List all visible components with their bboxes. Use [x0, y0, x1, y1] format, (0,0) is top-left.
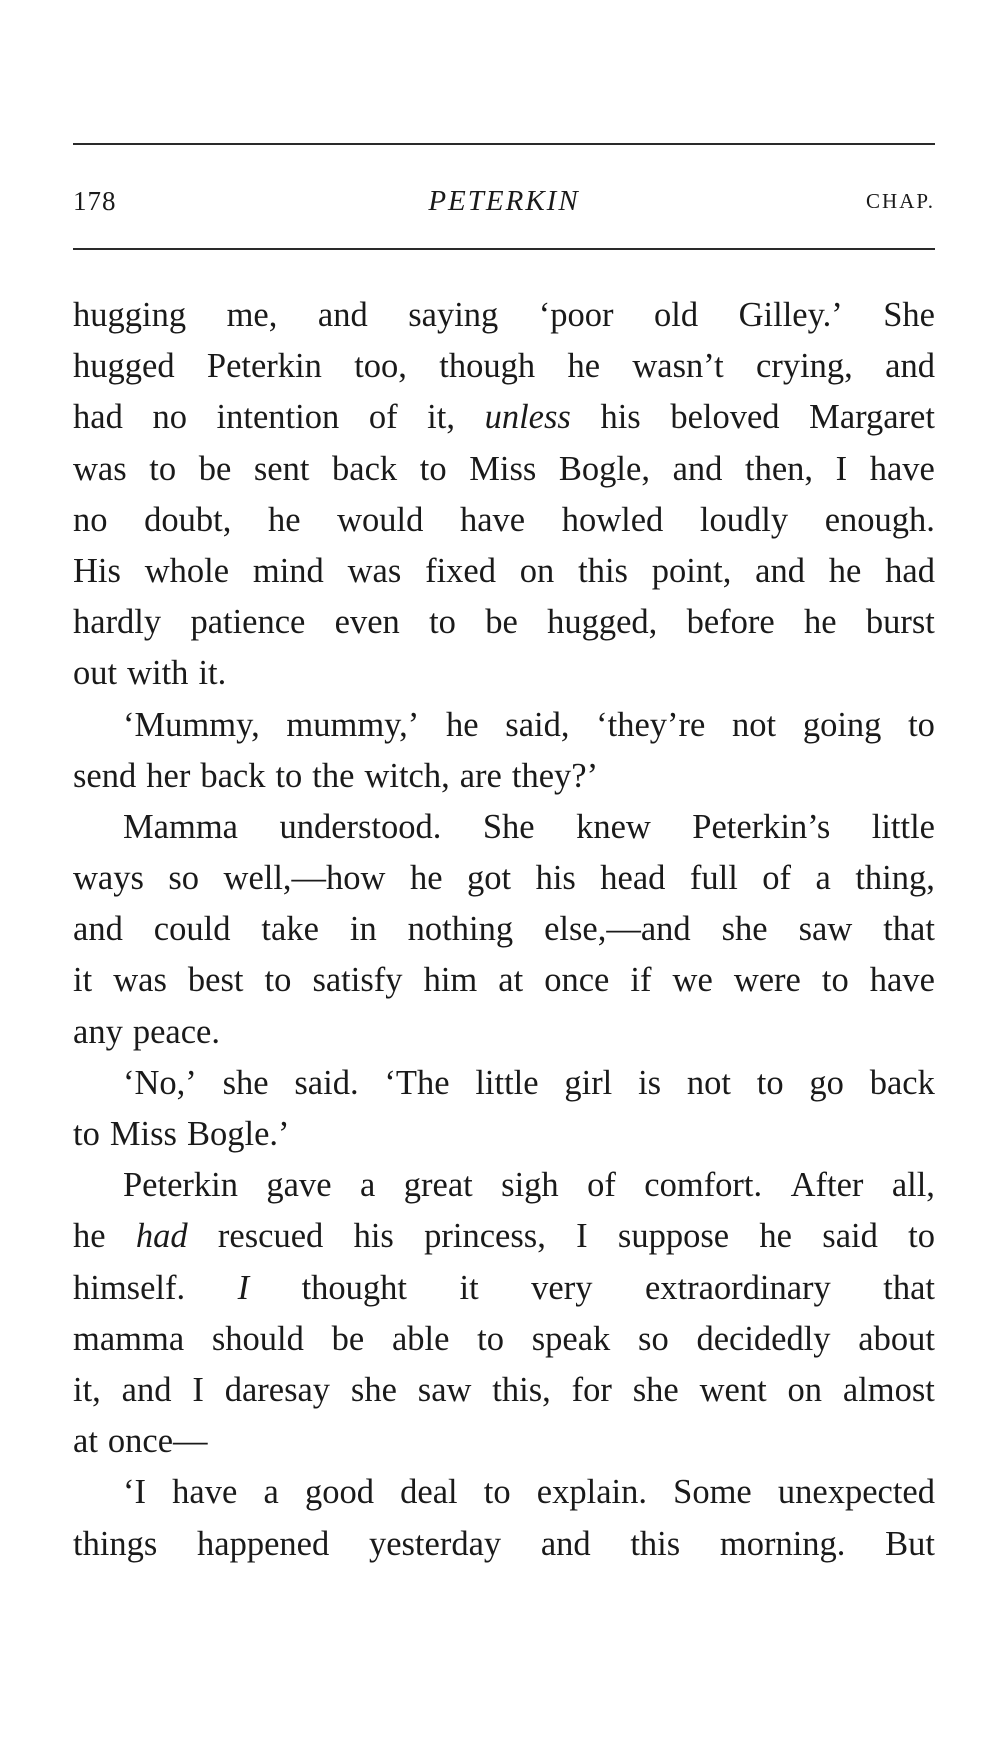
word: saw [798, 910, 853, 949]
running-head [73, 181, 935, 221]
word: could [153, 910, 231, 949]
word: and [672, 449, 723, 488]
word: that [883, 1268, 935, 1307]
text-line [73, 1519, 935, 1570]
word: Mamma [123, 807, 238, 846]
word: even [334, 603, 400, 642]
word: have [459, 500, 526, 539]
word: yesterday [368, 1524, 502, 1563]
word: best [187, 961, 244, 1000]
word: to [756, 1063, 784, 1102]
chapter-label: CHAP. [866, 188, 935, 213]
word: little [871, 807, 935, 846]
word: ways [73, 859, 144, 898]
word: he [73, 1217, 106, 1256]
word: to [908, 1217, 935, 1256]
page-number: 178 [73, 185, 117, 216]
word: Some [673, 1473, 752, 1512]
word: and [755, 551, 805, 590]
text-line [73, 1365, 935, 1416]
word: enough. [824, 500, 935, 539]
word: have [172, 1473, 238, 1512]
word: to [483, 1473, 511, 1512]
word: good [304, 1473, 374, 1512]
text-line [73, 751, 935, 802]
italic-word: I [237, 1268, 250, 1307]
word: beloved [670, 398, 780, 437]
word: at [498, 961, 524, 1000]
header-bottom-rule [73, 248, 935, 250]
word: on [519, 551, 555, 590]
word: a [815, 859, 831, 898]
text-line [73, 1416, 935, 1467]
word: not [686, 1063, 731, 1102]
word: she [632, 1370, 679, 1409]
word: no [73, 500, 108, 539]
word: I [835, 449, 848, 488]
word: no [152, 398, 187, 437]
word: me, [226, 296, 278, 334]
word: Gilley.’ [738, 296, 843, 334]
word: said [822, 1217, 878, 1256]
word: of [762, 859, 792, 898]
word: knew [576, 807, 651, 846]
word: and [317, 296, 368, 334]
word: almost [842, 1370, 935, 1409]
word: intention [216, 398, 340, 437]
word: thing, [855, 859, 935, 898]
word: be [198, 449, 232, 488]
body-text [73, 290, 935, 1570]
word: too, [354, 347, 407, 386]
word: all, [891, 1166, 935, 1205]
word: happened [197, 1524, 330, 1563]
word: said, [505, 705, 570, 744]
word: be [485, 603, 518, 642]
word: little [475, 1063, 539, 1102]
word: burst [865, 603, 935, 642]
text-line [73, 904, 935, 955]
word: hugging [73, 296, 187, 334]
word: to [908, 705, 935, 744]
word: to [429, 603, 456, 642]
word: After [790, 1166, 864, 1205]
word: suppose [617, 1217, 730, 1256]
word: is [638, 1063, 662, 1102]
word: point, [651, 551, 732, 590]
text-line [73, 1263, 935, 1314]
word: he [446, 705, 479, 744]
header-top-rule [73, 143, 935, 145]
word: princess, [424, 1217, 546, 1256]
word: old [654, 296, 699, 334]
word: else,—and [544, 910, 691, 949]
word: daresay [224, 1370, 331, 1409]
text-line [73, 955, 935, 1006]
text-line [73, 1109, 935, 1160]
word: rescued [217, 1217, 324, 1256]
word: this [630, 1524, 681, 1563]
word: on [787, 1370, 823, 1409]
word: to [149, 449, 177, 488]
word: then, [744, 449, 814, 488]
word: Miss [109, 1115, 177, 1153]
word: saw [417, 1370, 472, 1409]
word: once— [107, 1422, 208, 1461]
word: so [168, 859, 200, 898]
word: are [459, 756, 502, 795]
text-line [73, 444, 935, 495]
word: he [567, 347, 601, 386]
word: mummy,’ [286, 705, 420, 744]
word: said. [294, 1063, 359, 1102]
word: patience [190, 603, 306, 642]
word: send [73, 756, 137, 795]
word: back [869, 1063, 935, 1102]
word: speak [531, 1319, 611, 1358]
word: explain. [536, 1473, 647, 1512]
text-line [73, 1160, 935, 1211]
word: he [828, 551, 862, 590]
word: she [721, 910, 768, 949]
word: at [73, 1422, 98, 1461]
word: sigh [501, 1166, 559, 1205]
word: and [73, 910, 123, 949]
text-line [73, 1007, 935, 1058]
word: His [73, 551, 121, 590]
word: comfort. [644, 1166, 763, 1205]
word: got [467, 859, 512, 898]
word: She [482, 807, 535, 846]
word: this [578, 551, 628, 590]
word: she [222, 1063, 269, 1102]
word: decidedly [696, 1319, 831, 1358]
word: in [349, 910, 377, 949]
text-line [73, 1058, 935, 1109]
word: his [353, 1217, 394, 1256]
word: once [544, 961, 610, 1000]
text-line [73, 1211, 935, 1262]
word: with [127, 654, 189, 693]
text-line [73, 341, 935, 392]
text-line [73, 290, 935, 341]
word: loudly [699, 500, 789, 539]
word: hardly [73, 603, 162, 642]
word: was [347, 551, 402, 590]
text-line [73, 495, 935, 546]
word: girl [564, 1063, 613, 1102]
word: Miss [469, 449, 537, 488]
word: Bogle.’ [186, 1115, 290, 1153]
text-line [73, 648, 935, 699]
word: before [686, 603, 775, 642]
text-line [73, 546, 935, 597]
word: ‘poor [538, 296, 614, 334]
word: she [350, 1370, 397, 1409]
word: ‘No,’ [123, 1063, 197, 1102]
text-line [73, 392, 935, 443]
word: was [113, 961, 167, 1000]
word: the [312, 756, 355, 795]
word: he [759, 1217, 792, 1256]
text-line [73, 1467, 935, 1518]
word: to [73, 1115, 100, 1153]
word: a [360, 1166, 376, 1205]
text-line [73, 597, 935, 648]
word: was [73, 449, 127, 488]
word: would [337, 500, 424, 539]
word: mamma [73, 1319, 185, 1358]
word: and [885, 347, 935, 386]
word: gave [266, 1166, 332, 1205]
word: understood. [279, 807, 442, 846]
word: hugged, [547, 603, 658, 642]
word: back [332, 449, 398, 488]
word: go [809, 1063, 844, 1102]
word: I [576, 1217, 588, 1256]
word: deal [400, 1473, 458, 1512]
word: of [587, 1166, 616, 1205]
word: great [403, 1166, 473, 1205]
word: fixed [425, 551, 496, 590]
word: his [600, 398, 641, 437]
text-line [73, 1314, 935, 1365]
word: out [73, 654, 118, 693]
word: had [73, 398, 123, 437]
word: if [630, 961, 652, 1000]
word: to [821, 961, 849, 1000]
word: so [638, 1319, 669, 1358]
italic-word: had [135, 1217, 188, 1256]
word: ‘I [123, 1473, 146, 1512]
text-line [73, 802, 935, 853]
word: he [267, 500, 301, 539]
running-title: PETERKIN [428, 184, 580, 217]
word: But [885, 1524, 935, 1563]
word: should [211, 1319, 304, 1358]
word: it [459, 1268, 479, 1307]
word: take [261, 910, 319, 949]
word: full [689, 859, 738, 898]
word: it, [73, 1370, 101, 1409]
word: that [883, 910, 935, 949]
word: it. [198, 654, 227, 693]
word: extraordinary [644, 1268, 831, 1307]
word: howled [561, 500, 664, 539]
word: very [531, 1268, 593, 1307]
word: thought [301, 1268, 407, 1307]
word: have [869, 449, 935, 488]
word: to [477, 1319, 504, 1358]
word: saying [408, 296, 499, 334]
word: morning. [719, 1524, 846, 1563]
word: he [409, 859, 443, 898]
word: satisfy [312, 961, 403, 1000]
word: wasn’t [632, 347, 724, 386]
word: ‘they’re [596, 705, 706, 744]
word: head [600, 859, 666, 898]
word: going [802, 705, 882, 744]
word: be [331, 1319, 365, 1358]
word: they?’ [511, 756, 599, 795]
word: a [263, 1473, 279, 1512]
word: though [439, 347, 536, 386]
word: sent [253, 449, 310, 488]
word: her [146, 756, 191, 795]
word: crying, [756, 347, 853, 386]
word: him [423, 961, 478, 1000]
word: mind [252, 551, 324, 590]
word: any [73, 1012, 123, 1051]
word: to [275, 756, 303, 795]
word: back [200, 756, 266, 795]
word: it [73, 961, 93, 1000]
word: it, [427, 398, 455, 437]
word: unexpected [777, 1473, 935, 1512]
word: had [885, 551, 935, 590]
word: for [571, 1370, 612, 1409]
word: to [264, 961, 292, 1000]
word: of [368, 398, 398, 437]
text-line [73, 700, 935, 751]
word: he [804, 603, 837, 642]
word: ‘The [384, 1063, 450, 1102]
word: well,—how [223, 859, 386, 898]
word: about [858, 1319, 935, 1358]
word: Bogle, [558, 449, 650, 488]
word: Peterkin’s [692, 807, 831, 846]
word: this, [492, 1370, 551, 1409]
text-line [73, 853, 935, 904]
word: and [540, 1524, 591, 1563]
word: whole [144, 551, 230, 590]
word: Peterkin [206, 347, 322, 386]
word: we [672, 961, 713, 1000]
word: able [391, 1319, 450, 1358]
word: things [73, 1524, 158, 1563]
word: and [121, 1370, 172, 1409]
word: not [732, 705, 777, 744]
word: peace. [132, 1012, 220, 1051]
word: doubt, [144, 500, 232, 539]
word: went [699, 1370, 767, 1409]
word: hugged [73, 347, 175, 386]
word: himself. [73, 1268, 186, 1307]
word: his [535, 859, 576, 898]
word: ‘Mummy, [123, 705, 260, 744]
word: nothing [407, 910, 514, 949]
italic-word: unless [484, 398, 571, 437]
word: Margaret [809, 398, 935, 437]
word: Peterkin [123, 1166, 238, 1205]
word: have [869, 961, 935, 1000]
word: to [419, 449, 447, 488]
word: witch, [364, 756, 450, 795]
word: She [883, 296, 935, 334]
word: were [733, 961, 801, 1000]
word: I [192, 1370, 204, 1409]
